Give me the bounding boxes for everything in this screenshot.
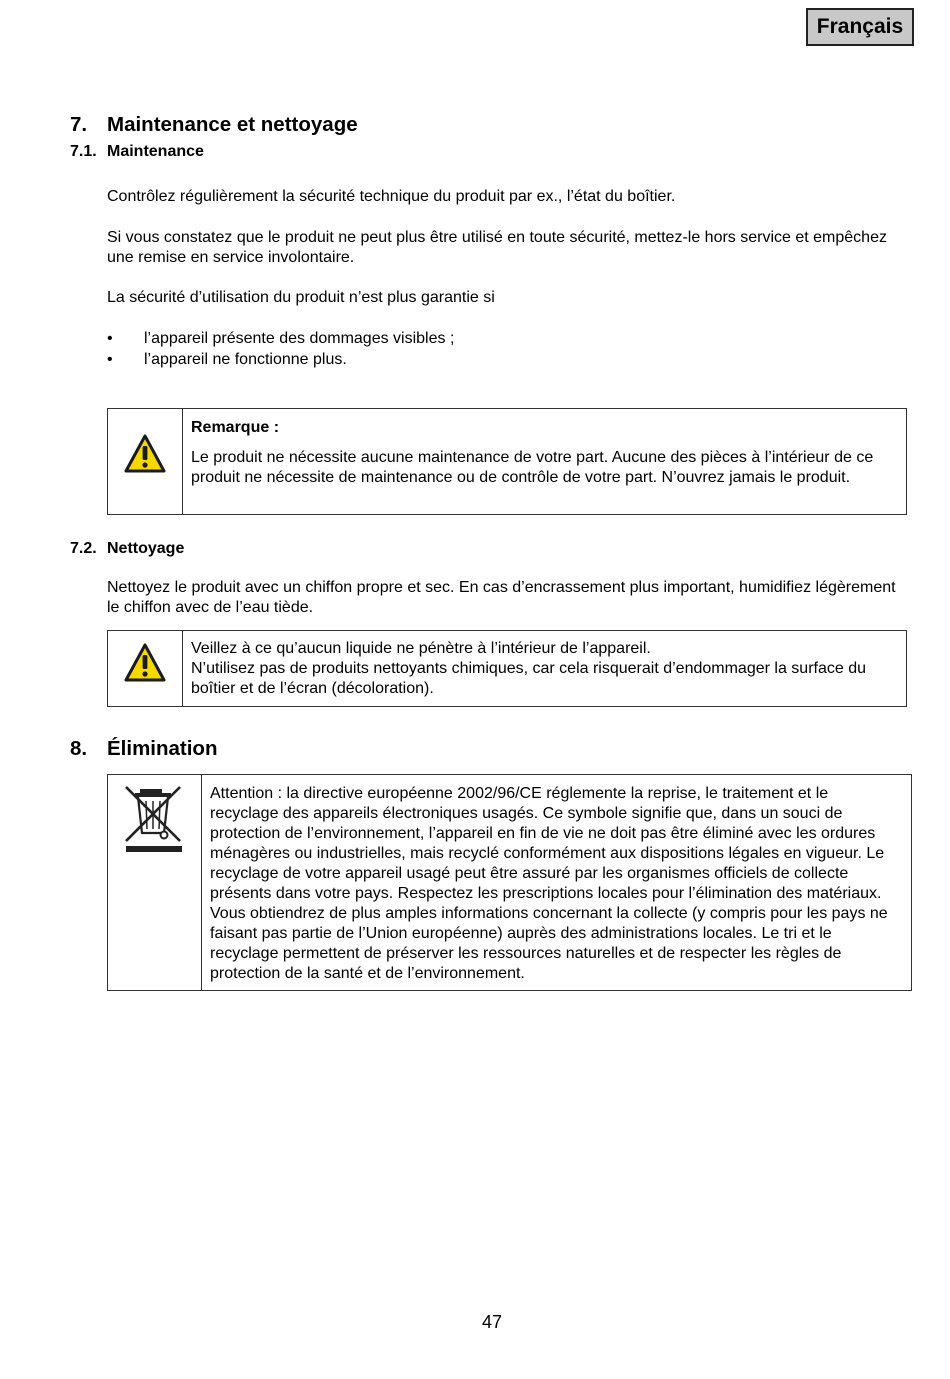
warning-line: Veillez à ce qu’aucun liquide ne pénètre à l’intérieur de l’appareil.	[191, 640, 651, 657]
subsection-title: Nettoyage	[107, 540, 185, 557]
disposal-text: Attention : la directive européenne 2002/96/CE réglemente la reprise, le traitement et le recyclage des appareils électroniques usagés. Ce symbole signifie que, dans un souci de protection de l’environnement, l’appareil en fin de vie ne doit pas être éliminé avec les ordures ménagères ou industrielles, mais recyclé conformément aux dispositions légales en vigueur. Le recyclage de votre appareil usagé peut être assuré par les organismes officiels de collecte présents dans votre pays. Respectez les prescriptions locales pour l’élimination des matériaux. Vous obtiendrez de plus amples informations concernant la collecte (y compris pour les pays ne faisant pas partie de l’Union européenne) auprès des administrations locales. Le tri et le recyclage permettent de préserver les ressources naturelles et de respecter les règles de protection de la santé et de l’environnement.	[210, 785, 888, 982]
paragraph: Nettoyez le produit avec un chiffon propre et sec. En cas d’encrassement plus important, humidifiez légèrement le chiffon avec de l’eau tiède.	[107, 579, 896, 616]
section-number: 8.	[70, 737, 88, 760]
subsection-number: 7.2.	[70, 540, 97, 557]
note-title: Remarque :	[191, 419, 280, 436]
bullet-icon: •	[107, 351, 113, 368]
bullet-icon: •	[107, 330, 113, 347]
note-text: Le produit ne nécessite aucune maintenance de votre part. Aucune des pièces à l’intérieur de ce produit ne nécessite de maintenance ou de contrôle de votre part. N’ouvrez jamais le produit.	[191, 449, 874, 486]
disposal-box	[107, 774, 912, 991]
note-box	[107, 408, 907, 515]
warning-triangle-icon	[108, 434, 182, 479]
language-tab: Français	[806, 8, 914, 46]
warning-line: N’utilisez pas de produits nettoyants chimiques, car cela risquerait d’endommager la surface du boîtier et de l’écran (décoloration).	[191, 660, 867, 697]
subsection-number: 7.1.	[70, 143, 97, 160]
paragraph: La sécurité d’utilisation du produit n’est plus garantie si	[107, 289, 495, 306]
warning-box	[107, 630, 907, 707]
section-number: 7.	[70, 113, 88, 136]
paragraph: Contrôlez régulièrement la sécurité technique du produit par ex., l’état du boîtier.	[107, 188, 676, 205]
warning-triangle-icon	[108, 643, 182, 688]
section-title: Élimination	[107, 737, 218, 760]
section-title: Maintenance et nettoyage	[107, 113, 358, 136]
subsection-title: Maintenance	[107, 143, 204, 160]
paragraph: Si vous constatez que le produit ne peut plus être utilisé en toute sécurité, mettez-le hors service et empêchez une remise en service involontaire.	[107, 229, 887, 266]
page-number: 47	[481, 1312, 503, 1332]
crossed-out-wheelie-bin-icon	[108, 785, 201, 860]
